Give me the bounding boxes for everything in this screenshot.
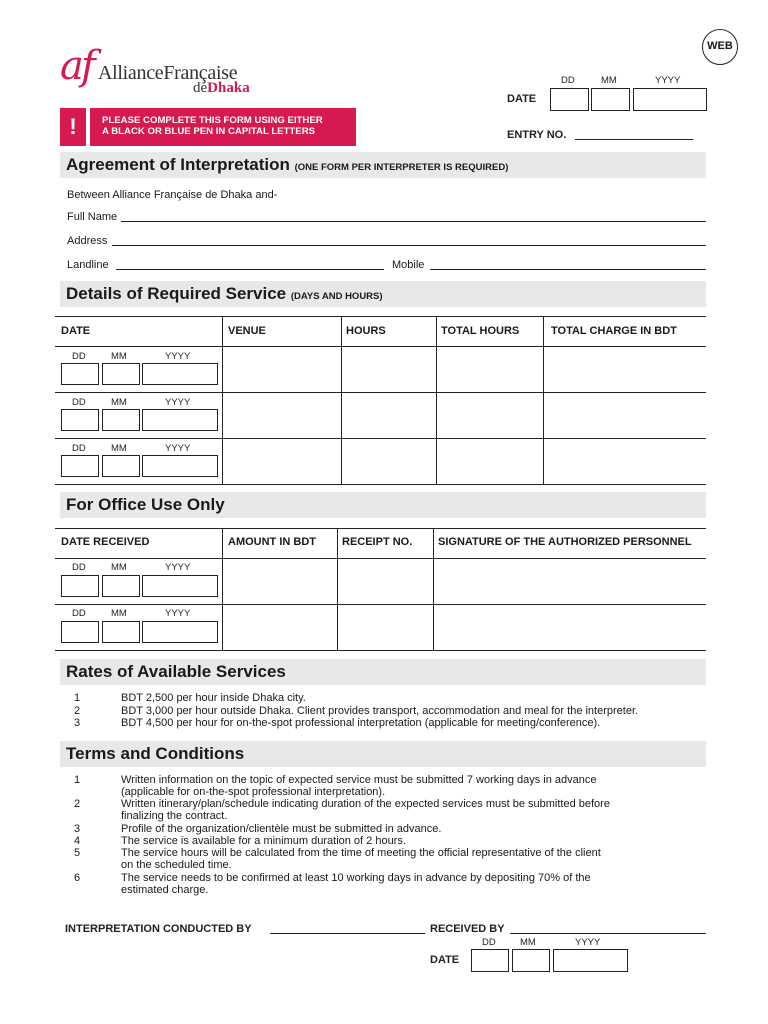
details-row3-yyyy-box[interactable] — [142, 455, 218, 477]
details-row2-yyyy-label: YYYY — [165, 397, 191, 408]
details-row1-dd-label: DD — [72, 351, 86, 362]
term-text-6a: The service needs to be confirmed at least 10 working days in advance by depositing 70% of the — [121, 872, 591, 884]
conducted-by-field[interactable] — [270, 923, 425, 934]
received-by-label: RECEIVED BY — [430, 923, 505, 935]
office-row1-mm-box[interactable] — [102, 575, 140, 597]
term-text-5a: The service hours will be calculated from the time of meeting the official representative of the client — [121, 847, 601, 859]
office-table-col-divider — [222, 528, 223, 650]
mobile-label: Mobile — [392, 259, 425, 271]
logo-subtitle — [193, 80, 250, 97]
warning-icon: ! — [60, 108, 86, 146]
details-table-row-border — [55, 438, 706, 439]
details-col-date: DATE — [61, 325, 91, 337]
details-row3-mm-box[interactable] — [102, 455, 140, 477]
header-dd-label: DD — [561, 75, 575, 86]
details-row1-mm-box[interactable] — [102, 363, 140, 385]
header-date-mm-box[interactable] — [591, 88, 630, 111]
details-col-venue: VENUE — [228, 325, 266, 337]
full-name-label: Full Name — [67, 211, 118, 223]
office-col-receipt: RECEIPT NO. — [342, 536, 413, 548]
logo-mark: af — [60, 43, 93, 89]
term-text-4: The service is available for a minimum duration of 2 hours. — [121, 835, 406, 847]
footer-yyyy-label: YYYY — [575, 937, 601, 948]
details-row3-mm-label: MM — [111, 443, 127, 454]
details-table-col-divider — [341, 316, 342, 484]
entry-no-label: ENTRY NO. — [507, 129, 567, 141]
term-text-3: Profile of the organization/clientèle must be submitted in advance. — [121, 823, 442, 835]
details-table-col-divider — [222, 316, 223, 484]
details-row1-yyyy-box[interactable] — [142, 363, 218, 385]
office-row1-yyyy-box[interactable] — [142, 575, 218, 597]
address-field[interactable] — [112, 235, 706, 246]
term-num-2: 2 — [74, 798, 81, 810]
details-row2-dd-box[interactable] — [61, 409, 99, 431]
details-row2-dd-label: DD — [72, 397, 86, 408]
office-table-row-border — [55, 604, 706, 605]
office-row2-dd-box[interactable] — [61, 621, 99, 643]
term-text-6b: estimated charge. — [121, 884, 209, 896]
details-row3-dd-label: DD — [72, 443, 86, 454]
footer-dd-label: DD — [482, 937, 496, 948]
agreement-title: Agreement of Interpretation — [66, 155, 290, 174]
header-mm-label: MM — [601, 75, 617, 86]
details-row2-yyyy-box[interactable] — [142, 409, 218, 431]
details-table-header-border — [55, 346, 706, 347]
term-text-5b: on the scheduled time. — [121, 859, 232, 871]
details-table-col-divider — [436, 316, 437, 484]
term-num-3: 3 — [74, 823, 81, 835]
office-col-date-received: DATE RECEIVED — [61, 536, 150, 548]
mobile-field[interactable] — [430, 259, 706, 270]
warning-banner — [90, 108, 356, 146]
office-table-col-divider — [433, 528, 434, 650]
office-section-header — [60, 492, 706, 518]
office-row1-dd-label: DD — [72, 562, 86, 573]
full-name-field[interactable] — [121, 211, 706, 222]
footer-date-yyyy-box[interactable] — [553, 949, 628, 972]
details-row1-dd-box[interactable] — [61, 363, 99, 385]
agreement-between-text: Between Alliance Française de Dhaka and- — [67, 189, 278, 201]
details-col-total-charge: TOTAL CHARGE IN BDT — [551, 325, 677, 337]
office-table-bottom-border — [55, 650, 706, 651]
office-table-col-divider — [337, 528, 338, 650]
rates-title: Rates of Available Services — [66, 662, 286, 681]
terms-title: Terms and Conditions — [66, 744, 245, 763]
details-table-top-border — [55, 316, 706, 317]
office-table-top-border — [55, 528, 706, 529]
received-by-field[interactable] — [510, 923, 706, 934]
details-row1-yyyy-label: YYYY — [165, 351, 191, 362]
term-text-2b: finalizing the contract. — [121, 810, 228, 822]
office-row1-dd-box[interactable] — [61, 575, 99, 597]
footer-date-mm-box[interactable] — [512, 949, 550, 972]
office-row2-yyyy-box[interactable] — [142, 621, 218, 643]
details-table-bottom-border — [55, 484, 706, 485]
details-row2-mm-label: MM — [111, 397, 127, 408]
conducted-by-label: INTERPRETATION CONDUCTED BY — [65, 923, 252, 935]
header-date-yyyy-box[interactable] — [633, 88, 707, 111]
term-num-5: 5 — [74, 847, 81, 859]
term-text-1b: (applicable for on-the-spot professional interpretation). — [121, 786, 386, 798]
term-num-6: 6 — [74, 872, 81, 884]
agreement-section-header — [60, 152, 706, 178]
term-num-4: 4 — [74, 835, 81, 847]
logo-name: AllianceFrançaise — [98, 62, 238, 84]
details-table-row-border — [55, 392, 706, 393]
landline-label: Landline — [67, 259, 109, 271]
office-row2-yyyy-label: YYYY — [165, 608, 191, 619]
terms-section-header — [60, 741, 706, 767]
header-date-dd-box[interactable] — [550, 88, 589, 111]
entry-no-field[interactable] — [575, 130, 693, 140]
details-row2-mm-box[interactable] — [102, 409, 140, 431]
office-col-amount: AMOUNT IN BDT — [228, 536, 316, 548]
warning-line-2: A BLACK OR BLUE PEN IN CAPITAL LETTERS — [102, 126, 316, 137]
term-text-1a: Written information on the topic of expected service must be submitted 7 working days in advance — [121, 774, 597, 786]
rates-section-header — [60, 659, 706, 685]
office-col-signature: SIGNATURE OF THE AUTHORIZED PERSONNEL — [438, 536, 692, 548]
footer-date-dd-box[interactable] — [471, 949, 509, 972]
office-row1-mm-label: MM — [111, 562, 127, 573]
office-table-header-border — [55, 558, 706, 559]
details-row3-dd-box[interactable] — [61, 455, 99, 477]
details-row1-mm-label: MM — [111, 351, 127, 362]
details-col-hours: HOURS — [346, 325, 386, 337]
rate-num-3: 3 — [74, 717, 81, 729]
office-row2-mm-label: MM — [111, 608, 127, 619]
office-row1-yyyy-label: YYYY — [165, 562, 191, 573]
term-num-1: 1 — [74, 774, 81, 786]
office-title: For Office Use Only — [66, 495, 225, 514]
logo-de: de — [193, 80, 208, 96]
logo-city: Dhaka — [207, 80, 250, 96]
agreement-subtitle: (ONE FORM PER INTERPRETER IS REQUIRED) — [294, 162, 509, 173]
details-table-col-divider — [543, 316, 544, 484]
footer-mm-label: MM — [520, 937, 536, 948]
web-badge: WEB — [702, 29, 738, 65]
details-title: Details of Required Service — [66, 284, 287, 303]
header-date-label: DATE — [507, 93, 537, 105]
rate-text-3: BDT 4,500 per hour for on-the-spot professional interpretation (applicable for meeting/conference). — [121, 717, 601, 729]
rate-text-2: BDT 3,000 per hour outside Dhaka. Client provides transport, accommodation and meal for the interpreter. — [121, 705, 639, 717]
details-col-total-hours: TOTAL HOURS — [441, 325, 520, 337]
office-row2-mm-box[interactable] — [102, 621, 140, 643]
header-yyyy-label: YYYY — [655, 75, 681, 86]
office-row2-dd-label: DD — [72, 608, 86, 619]
details-subtitle: (DAYS AND HOURS) — [290, 291, 383, 302]
footer-date-label: DATE — [430, 954, 460, 966]
address-label: Address — [67, 235, 108, 247]
details-row3-yyyy-label: YYYY — [165, 443, 191, 454]
details-section-header — [60, 281, 706, 307]
term-text-2a: Written itinerary/plan/schedule indicating duration of the expected services must be submitted before — [121, 798, 610, 810]
rate-text-1: BDT 2,500 per hour inside Dhaka city. — [121, 692, 306, 704]
rate-num-2: 2 — [74, 705, 81, 717]
landline-field[interactable] — [116, 259, 384, 270]
rate-num-1: 1 — [74, 692, 81, 704]
warning-line-1: PLEASE COMPLETE THIS FORM USING EITHER — [102, 115, 323, 126]
